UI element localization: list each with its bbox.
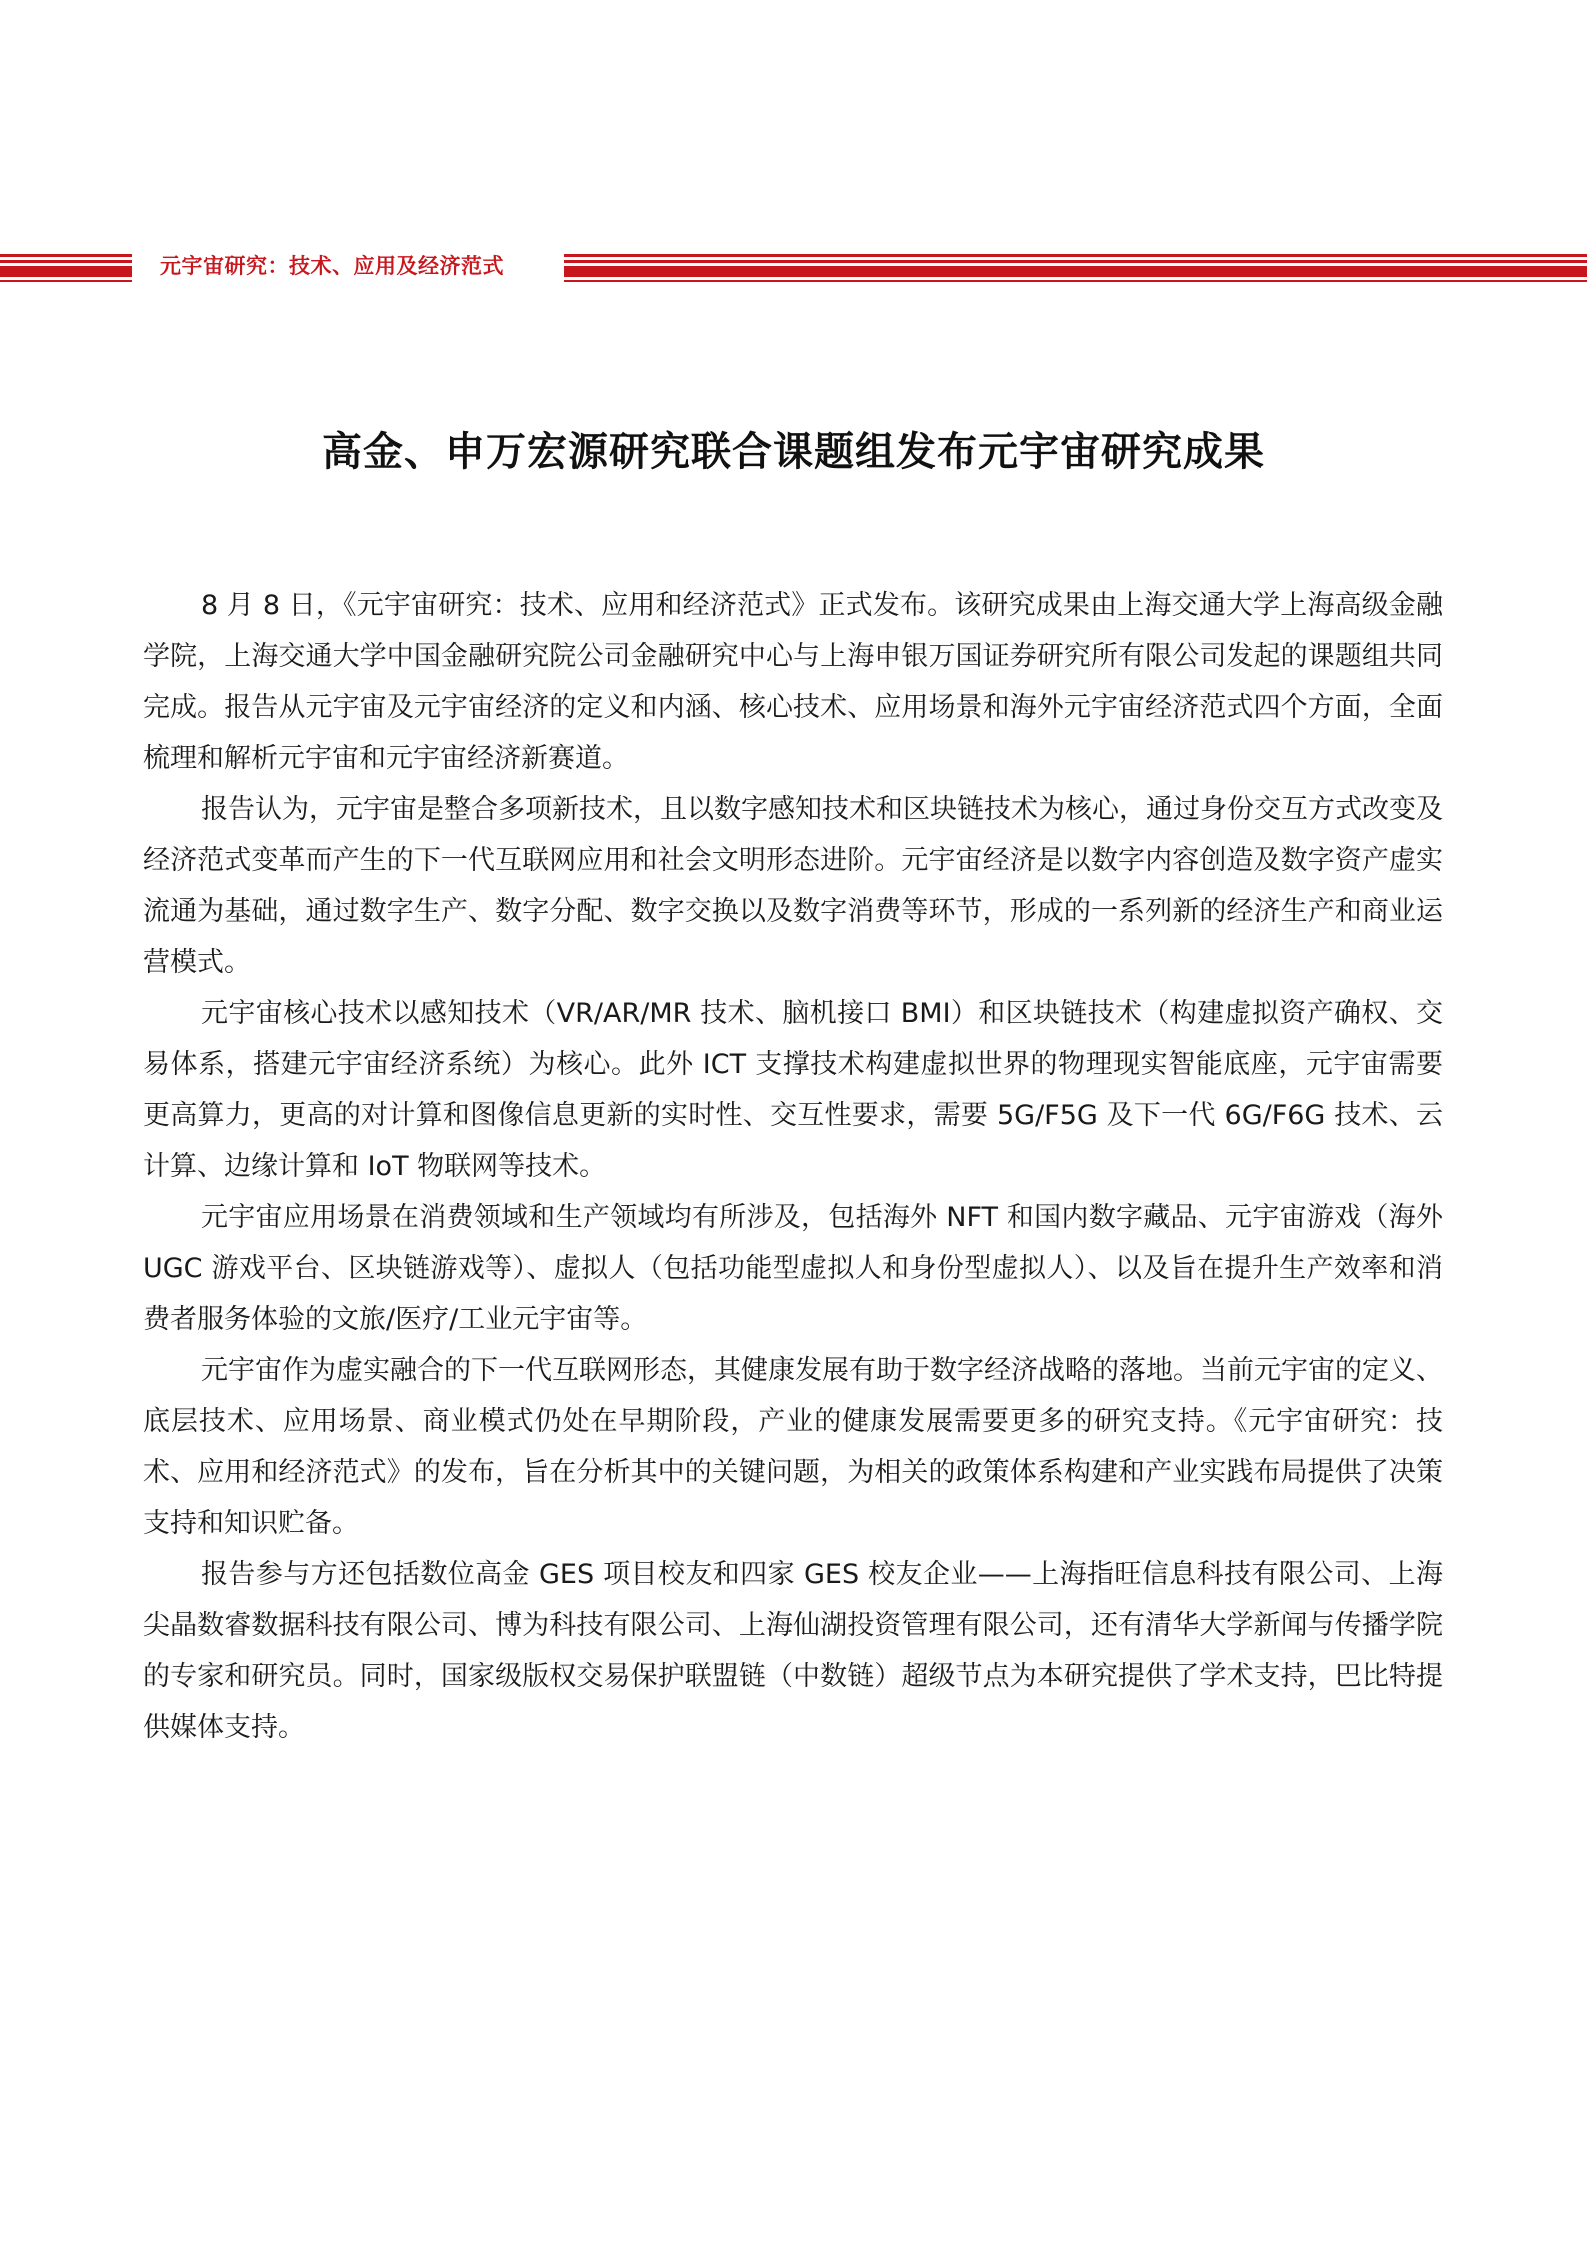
- paragraph: 元宇宙作为虚实融合的下一代互联网形态，其健康发展有助于数字经济战略的落地。当前元宇宙的定义、底层技术、应用场景、商业模式仍处在早期阶段，产业的健康发展需要更多的研究支持。《元宇宙研究：技术、应用和经济范式》的发布，旨在分析其中的关键问题，为相关的政策体系构建和产业实践布局提供了决策支持和知识贮备。: [143, 1355, 1443, 1539]
- stripe: [0, 260, 132, 263]
- paragraph: 元宇宙核心技术以感知技术（VR/AR/MR 技术、脑机接口 BMI）和区块链技术（构建虚拟资产确权、交易体系，搭建元宇宙经济系统）为核心。此外 ICT 支撑技术构建虚拟世界的物理现实智能底座，元宇宙需要更高算力，更高的对计算和图像信息更新的实时性、交互性要求，需要 5G/F5G 及下一代 6G/F6G 技术、云计算、边缘计算和 IoT 物联网等技术。: [143, 998, 1443, 1182]
- running-header-label: 元宇宙研究：技术、应用及经济范式: [160, 254, 504, 278]
- stripe: [564, 280, 1587, 282]
- paragraph: 元宇宙应用场景在消费领域和生产领域均有所涉及，包括海外 NFT 和国内数字藏品、元宇宙游戏（海外 UGC 游戏平台、区块链游戏等）、虚拟人（包括功能型虚拟人和身份型虚拟人）、以及旨在提升生产效率和消费者服务体验的文旅/医疗/工业元宇宙等。: [143, 1202, 1443, 1335]
- header-stripes-right: [564, 248, 1587, 284]
- stripe: [0, 254, 132, 257]
- paragraph: 8 月 8 日，《元宇宙研究：技术、应用和经济范式》正式发布。该研究成果由上海交通大学上海高级金融学院，上海交通大学中国金融研究院公司金融研究中心与上海申银万国证券研究所有限公司发起的课题组共同完成。报告从元宇宙及元宇宙经济的定义和内涵、核心技术、应用场景和海外元宇宙经济范式四个方面，全面梳理和解析元宇宙和元宇宙经济新赛道。: [143, 590, 1443, 774]
- paragraph: 报告参与方还包括数位高金 GES 项目校友和四家 GES 校友企业——上海指旺信息科技有限公司、上海尖晶数睿数据科技有限公司、博为科技有限公司、上海仙湖投资管理有限公司，还有清华大学新闻与传播学院的专家和研究员。同时，国家级版权交易保护联盟链（中数链）超级节点为本研究提供了学术支持，巴比特提供媒体支持。: [143, 1559, 1443, 1743]
- stripe: [564, 260, 1587, 263]
- document-title: 高金、申万宏源研究联合课题组发布元宇宙研究成果: [322, 429, 1265, 475]
- article-body: [143, 580, 1443, 1753]
- stripe: [564, 266, 1587, 277]
- stripe: [0, 266, 132, 277]
- header-band: [0, 248, 1587, 284]
- stripe: [564, 254, 1587, 257]
- paragraph: 报告认为，元宇宙是整合多项新技术，且以数字感知技术和区块链技术为核心，通过身份交互方式改变及经济范式变革而产生的下一代互联网应用和社会文明形态进阶。元宇宙经济是以数字内容创造及数字资产虚实流通为基础，通过数字生产、数字分配、数字交换以及数字消费等环节，形成的一系列新的经济生产和商业运营模式。: [143, 794, 1443, 978]
- header-stripes-left: [0, 248, 132, 284]
- stripe: [0, 280, 132, 282]
